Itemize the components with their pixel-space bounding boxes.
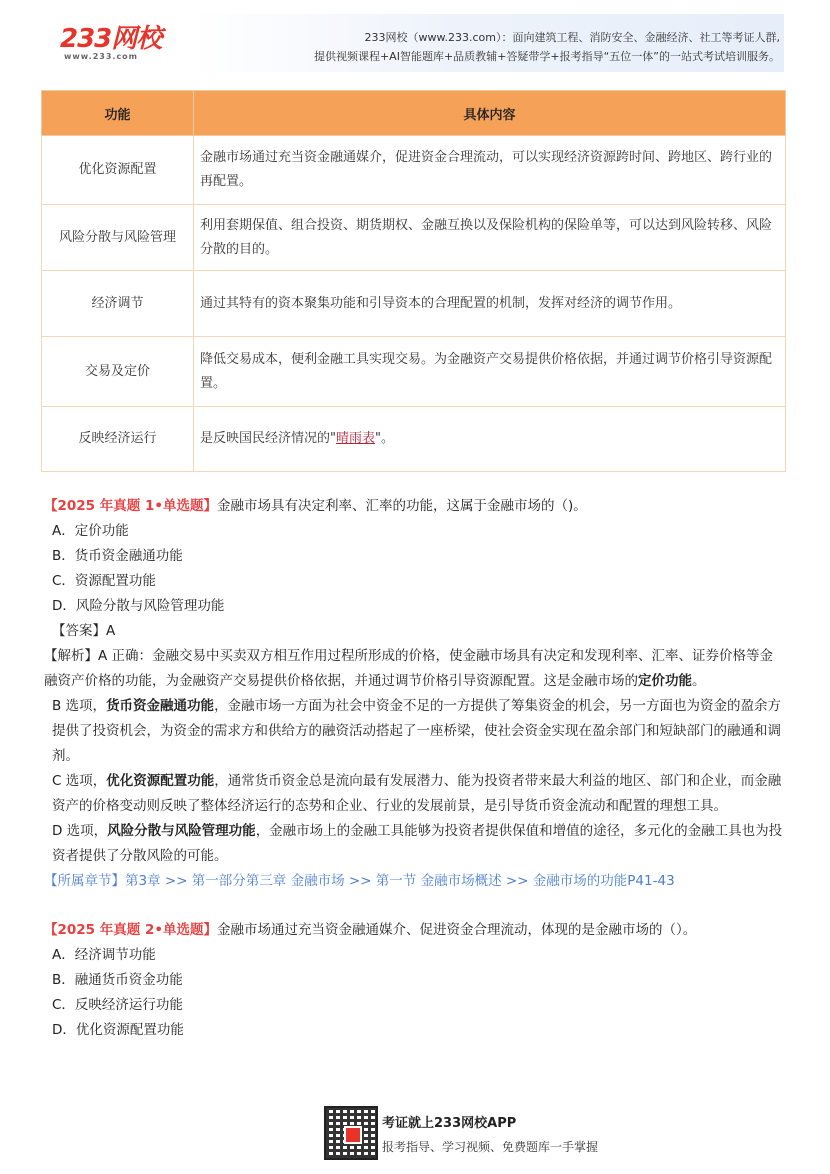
table-header-content: 具体内容 xyxy=(194,91,786,136)
analysis-d-prefix: D 选项， xyxy=(52,823,108,839)
page-header xyxy=(0,0,830,80)
q1-stem: 金融市场具有决定利率、汇率的功能，这属于金融市场的（)。 xyxy=(217,498,587,514)
table-cell-content: 通过其特有的资本聚集功能和引导资本的合理配置的机制，发挥对经济的调节作用。 xyxy=(194,271,786,337)
page-footer xyxy=(324,1106,644,1162)
analysis-d-bold: 风险分散与风险管理功能 xyxy=(107,823,256,839)
table-cell-func: 经济调节 xyxy=(42,271,194,337)
function-table xyxy=(41,90,786,472)
header-intro-line1: 233网校（www.233.com）：面向建筑工程、消防安全、金融经济、社工等考证人群, xyxy=(364,31,780,44)
q1-option-a[interactable]: A．定价功能 xyxy=(52,523,129,539)
header-intro xyxy=(240,28,780,66)
q1-chapter-link[interactable]: 【所属章节】第3章 >> 第一部分第三章 金融市场 >> 第一节 金融市场概述 >> 金融市场的功能P41-43 xyxy=(44,873,675,889)
table-row xyxy=(42,271,786,337)
analysis-c-text: ，通常货币资金总是流向最有发展潜力、能为投资者带来最大利益的地区、部门和企业，而金融资产的价格变动则反映了整体经济运行的态势和企业、行业的发展前景，是引导货币资金流动和配置的理想工具。 xyxy=(52,773,782,814)
table-header-func: 功能 xyxy=(42,91,194,136)
q2-option-d[interactable]: D．优化资源配置功能 xyxy=(52,1022,184,1038)
q1-answer: 【答案】A xyxy=(52,623,116,639)
q1-option-b[interactable]: B．货币资金融通功能 xyxy=(52,548,183,564)
table-row xyxy=(42,407,786,472)
q1-analysis-a xyxy=(44,644,784,694)
barometer-link[interactable]: 晴雨表 xyxy=(335,431,375,446)
table-row xyxy=(42,337,786,407)
q1-analysis-b xyxy=(44,694,784,769)
table-cell-func: 反映经济运行 xyxy=(42,407,194,472)
logo-text: 233网校 xyxy=(60,24,162,54)
q2-option-b[interactable]: B．融通货币资金功能 xyxy=(52,972,183,988)
qr-code-icon[interactable] xyxy=(324,1106,378,1160)
analysis-b-text: ，金融市场一方面为社会中资金不足的一方提供了筹集资金的机会，另一方面也为资金的盈余方提供了投资机会，为资金的需求方和供给方的融资活动搭起了一座桥梁，使社会资金实现在盈余部门和短缺部门的融通和调剂。 xyxy=(52,698,782,764)
footer-title: 考证就上233网校APP xyxy=(382,1116,517,1131)
q1-title xyxy=(44,494,784,519)
analysis-c-prefix: C 选项， xyxy=(52,773,107,789)
brand-logo[interactable] xyxy=(60,24,180,64)
analysis-b-prefix: B 选项， xyxy=(52,698,107,714)
q1-option-d[interactable]: D．风险分散与风险管理功能 xyxy=(52,598,225,614)
analysis-a-suffix: 。 xyxy=(692,673,706,689)
table-cell-content: 金融市场通过充当资金融通媒介，促进资金合理流动，可以实现经济资源跨时间、跨地区、跨行业的再配置。 xyxy=(194,136,786,205)
logo-url: www.233.com xyxy=(64,52,139,61)
analysis-c-bold: 优化资源配置功能 xyxy=(106,773,215,789)
q1-tag: 【2025 年真题 1•单选题】 xyxy=(44,498,217,514)
q2-title xyxy=(44,918,784,943)
analysis-d-text: ，金融市场上的金融工具能够为投资者提供保值和增值的途径，多元化的金融工具也为投资者提供了分散风险的可能。 xyxy=(52,823,783,864)
q1-analysis-d xyxy=(44,819,784,869)
content-suffix: "。 xyxy=(375,431,394,446)
q2-option-c[interactable]: C．反映经济运行功能 xyxy=(52,997,183,1013)
section-gap xyxy=(44,894,784,918)
q2-option-a[interactable]: A．经济调节功能 xyxy=(52,947,156,963)
table-cell-func: 交易及定价 xyxy=(42,337,194,407)
q1-analysis-c xyxy=(44,769,784,819)
analysis-a-text: 【解析】A 正确：金融交易中买卖双方相互作用过程所形成的价格，使金融市场具有决定和发现利率、汇率、证券价格等金融资产价格的功能，为金融资产交易提供价格依据，并通过调节价格引导资源配置。这是金融市场的 xyxy=(44,648,774,689)
qr-logo-icon xyxy=(344,1126,362,1144)
q1-option-c[interactable]: C．资源配置功能 xyxy=(52,573,156,589)
content-prefix: 是反映国民经济情况的" xyxy=(200,431,336,446)
table-cell-func: 优化资源配置 xyxy=(42,136,194,205)
table-header-row xyxy=(42,91,786,136)
table-row xyxy=(42,136,786,205)
table-cell-content: 利用套期保值、组合投资、期货期权、金融互换以及保险机构的保险单等，可以达到风险转移、风险分散的目的。 xyxy=(194,205,786,271)
table-row xyxy=(42,205,786,271)
q2-tag: 【2025 年真题 2•单选题】 xyxy=(44,922,217,938)
table-cell-content: 降低交易成本，便利金融工具实现交易。为金融资产交易提供价格依据，并通过调节价格引导资源配置。 xyxy=(194,337,786,407)
analysis-b-bold: 货币资金融通功能 xyxy=(106,698,215,714)
analysis-a-bold: 定价功能 xyxy=(638,673,692,689)
table-cell-content xyxy=(194,407,786,472)
question-content xyxy=(44,494,784,1043)
q2-stem: 金融市场通过充当资金融通媒介、促进资金合理流动，体现的是金融市场的（）。 xyxy=(217,922,697,938)
footer-subtitle: 报考指导、学习视频、免费题库一手掌握 xyxy=(382,1140,599,1154)
table-cell-func: 风险分散与风险管理 xyxy=(42,205,194,271)
header-intro-line2: 提供视频课程+AI智能题库+品质教辅+答疑带学+报考指导“五位一体”的一站式考试培训服务。 xyxy=(313,50,780,63)
